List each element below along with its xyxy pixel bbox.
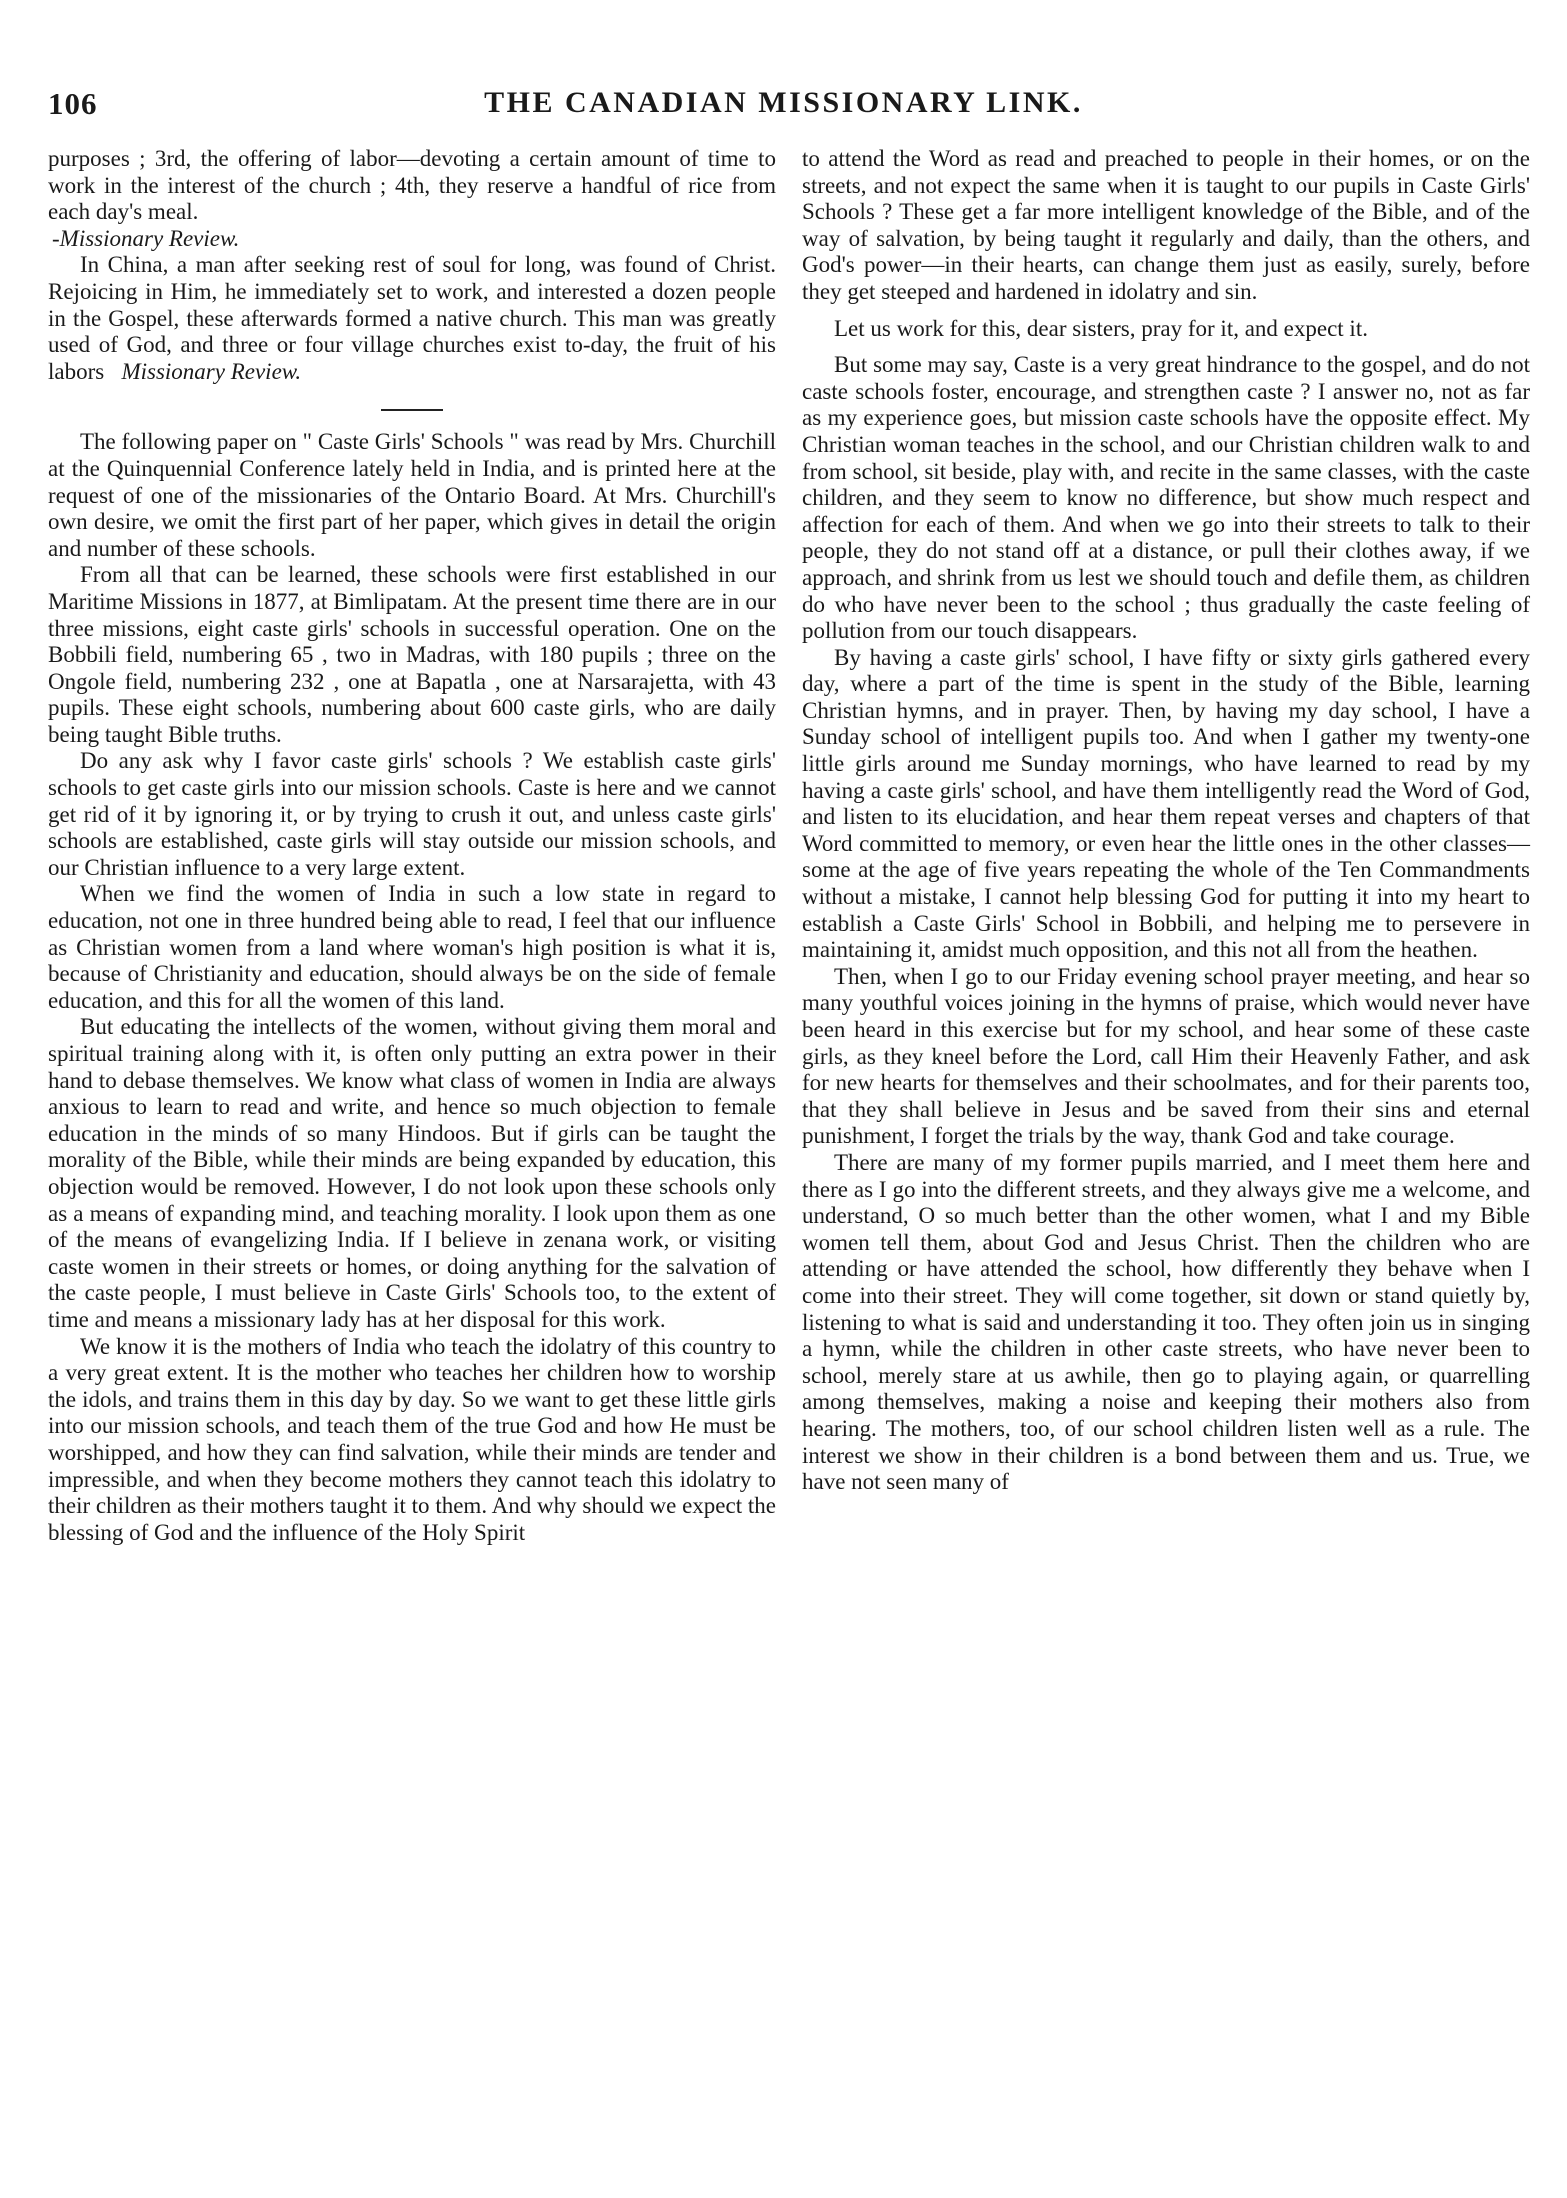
page-header <box>48 86 1519 126</box>
china-attribution: Missionary Review. <box>121 358 302 384</box>
right-column <box>802 146 1530 1496</box>
article-paragraph: When we find the women of India in such a low state in regard to education, not one in three hundred being able to read, I feel that our influence as Christian women from a land where woman's high position is what it is, because of Christianity and education, should always be on the side of female education, and this for all the women of this land. <box>48 881 776 1013</box>
intro-paragraph: purposes ; 3rd, the offering of labor—devoting a certain amount of time to work in the interest of the church ; 4th, they reserve a handful of rice from each day's meal. <box>48 146 776 225</box>
article-paragraph: Then, when I go to our Friday evening school prayer meeting, and hear so many youthful voices joining in the hymns of praise, which would never have been heard in this exercise but for my school, and hear some of these caste girls, as they kneel before the Lord, call Him their Heavenly Father, and ask for new hearts for themselves and their schoolmates, and for their parents too, that they shall believe in Jesus and be saved from their sins and eternal punishment, I forget the trials by the way, thank God and take courage. <box>802 963 1530 1149</box>
journal-title: THE CANADIAN MISSIONARY LINK. <box>484 86 1083 119</box>
article-paragraph: We know it is the mothers of India who teach the idolatry of this country to a very great extent. It is the mother who teaches her children how to worship the idols, and trains them in this day by day. So we want to get these little girls into our mission schools, and teach them of the true God and how He must be worshipped, and how they can find salvation, while their minds are tender and impressible, and when they become mothers they cannot teach this idolatry to their children as their mothers taught it to them. And why should we expect the blessing of God and the influence of the Holy Spirit <box>48 1333 776 1545</box>
article-paragraph: But some may say, Caste is a very great hindrance to the gospel, and do not caste schools foster, encourage, and strengthen caste ? I answer no, not as far as my experience goes, but mission caste schools have the opposite effect. My Christian woman teaches in the school, and our Christian children walk to and from school, sit beside, play with, and recite in the same classes, with the caste children, and they seem to know no difference, but show much respect and affection for each of them. And when we go into their streets to talk to their people, they do not stand off at a distance, or pull their clothes away, if we approach, and shrink from us lest we should touch and defile them, as children do who have never been to the school ; thus gradually the caste feeling of pollution from our touch disappears. <box>802 352 1530 644</box>
left-column <box>48 146 776 1546</box>
article-paragraph: There are many of my former pupils married, and I meet them here and there as I go into the different streets, and they always give me a welcome, and understand, O so much better than the other women, what I and my Bible women tell them, about God and Jesus Christ. Then the children who are attending or have attended the school, how differently they behave when I come into their street. They will come together, sit down or stand quietly by, listening to what is said and understanding it too. They often join us in singing a hymn, while the children in other caste streets, who have never been to school, merely stare at us awhile, then go to playing again, or quarrelling among themselves, making a noise and keeping their mothers also from hearing. The mothers, too, of our school children listen well as a rule. The interest we show in their children is a bond between them and us. True, we have not seen many of <box>802 1149 1530 1495</box>
page-number: 106 <box>48 86 98 121</box>
article-paragraph: But educating the intellects of the women, without giving them moral and spiritual training along with it, is often only putting an extra power in their hand to debase themselves. We know what class of women in India are always anxious to learn to read and write, and hence so much objection to female education in the minds of so many Hindoos. But if girls can be taught the morality of the Bible, while their minds are being expanded by education, this objection would be removed. However, I do not look upon these schools only as a means of expanding mind, and teaching morality. I look upon them as one of the means of evangelizing India. If I believe in zenana work, or visiting caste women in their streets or homes, or doing anything for the salvation of the caste people, I must believe in Caste Girls' Schools too, to the extent of time and means a missionary lady has at her disposal for this work. <box>48 1014 776 1332</box>
article-paragraph: Do any ask why I favor caste girls' schools ? We establish caste girls' schools to get caste girls into our mission schools. Caste is here and we cannot get rid of it by ignoring it, or by trying to crush it out, and unless caste girls' schools are established, caste girls will stay outside our mission schools, and our Christian influence to a very large extent. <box>48 748 776 880</box>
article-paragraph: By having a caste girls' school, I have fifty or sixty girls gathered every day, where a part of the time is spent in the study of the Bible, learning Christian hymns, and in prayer. Then, by having my day school, I have a Sunday school of intelligent pupils too. And when I gather my twenty-one little girls around me Sunday mornings, who have learned to read by my having a caste girls' school, and have them intelligently read the Word of God, and listen to its elucidation, and hear them repeat verses and chapters of that Word committed to memory, or even hear the little ones in the other classes—some at the age of five years repeating the whole of the Ten Commandments without a mistake, I cannot help blessing God for putting it into my heart to establish a Caste Girls' School in Bobbili, and helping me to persevere in maintaining it, amidst much opposition, and this not all from the heathen. <box>802 644 1530 963</box>
article-paragraph: Let us work for this, dear sisters, pray for it, and expect it. <box>834 315 1368 341</box>
article-paragraph: From all that can be learned, these schools were first established in our Maritime Missions in 1877, at Bimlipatam. At the present time there are in our three missions, eight caste girls' schools in successful operation. One on the Bobbili field, numbering 65 , two in Madras, with 180 pupils ; three on the Ongole field, numbering 232 , one at Bapatla , one at Narsarajetta, with 43 pupils. These eight schools, numbering about 600 caste girls, who are daily being taught Bible truths. <box>48 562 776 747</box>
intro-attribution: -Missionary Review. <box>52 225 240 251</box>
article-paragraph: to attend the Word as read and preached to people in their homes, or on the streets, and not expect the same when it is taught to our pupils in Caste Girls' Schools ? These get a far more intelligent knowledge of the Bible, and of the way of salvation, by being taught it regularly and daily, than the others, and God's power—in their hearts, can change them just as easily, surely, before they get steeped and hardened in idolatry and sin. <box>802 146 1530 304</box>
china-paragraph: In China, a man after seeking rest of soul for long, was found of Christ. Rejoicing in Him, he immediately set to work, and interested a dozen people in the Gospel, these afterwards formed a native church. This man was greatly used of God, and three or four village churches exist to-day, the fruit of his labors Missionary Review. <box>48 252 776 384</box>
section-divider <box>381 409 443 411</box>
editor-note: The following paper on " Caste Girls' Schools " was read by Mrs. Churchill at the Quinquennial Conference lately held in India, and is printed here at the request of one of the missionaries of the Ontario Board. At Mrs. Churchill's own desire, we omit the first part of her paper, which gives in detail the origin and number of these schools. <box>48 429 776 561</box>
